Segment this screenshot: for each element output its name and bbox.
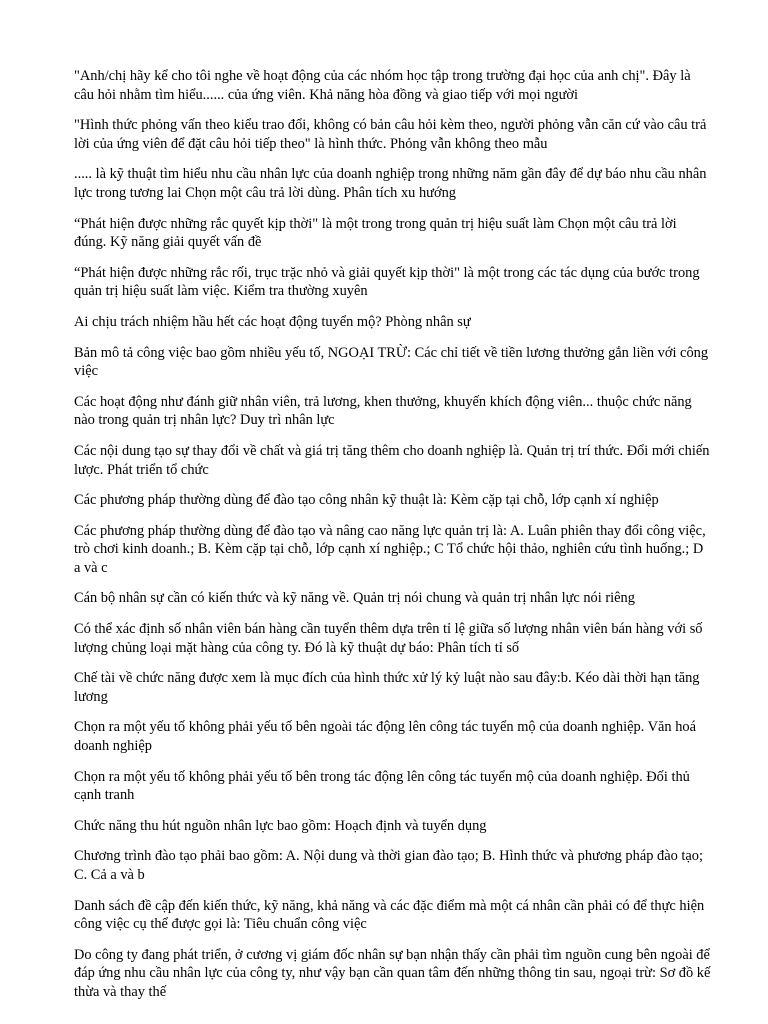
paragraph-3: ..... là kỹ thuật tìm hiểu nhu cầu nhân lực của doanh nghiệp trong những năm gần đây để dự báo nhu cầu nhân lực trong tương lai Chọn một câu trả lời dùng. Phân tích xu hướng: [74, 166, 707, 201]
paragraph-10: Các phương pháp thường dùng để đào tạo công nhân kỹ thuật là: Kèm cặp tại chỗ, lớp cạnh xí nghiệp: [74, 492, 659, 509]
paragraph-19: Danh sách đề cập đến kiến thức, kỹ năng, khả năng và các đặc điểm mà một cá nhân cần phải có để thực hiện công việc cụ thể được gọi là: Tiêu chuẩn công việc: [74, 897, 705, 933]
paragraph-4: “Phát hiện được những rắc quyết kịp thời" là một trong trong quản trị hiệu suất làm Chọn một câu trả lời đúng. Kỹ năng giải quyết vấn đề: [74, 215, 677, 251]
paragraph-12: Cán bộ nhân sự cần có kiến thức và kỹ năng về. Quản trị nói chung và quản trị nhân lực nói riêng: [74, 590, 635, 607]
paragraph-18: Chương trình đào tạo phải bao gồm: A. Nội dung và thời gian đào tạo; B. Hình thức và phương pháp đào tạo; C. Cả a và b: [74, 848, 703, 883]
paragraph-13: Có thể xác định số nhân viên bán hàng cần tuyển thêm dựa trên tỉ lệ giữa số lượng nhân viên bán hàng với số lượng chủng loại mặt hàng của công ty. Đó là kỹ thuật dự báo: Phân tích tỉ số: [74, 621, 703, 656]
paragraph-15: Chọn ra một yếu tố không phải yếu tố bên ngoài tác động lên công tác tuyển mộ của doanh nghiệp. Văn hoá doanh nghiệp: [74, 719, 696, 755]
paragraph-11: Các phương pháp thường dùng để đào tạo và nâng cao năng lực quản trị là: A. Luân phiên thay đổi công việc, trò chơi kinh doanh.; B. Kèm cặp tại chỗ, lớp cạnh xí nghiệp.; C Tổ chức hội thảo, nghiên cứu tình huống.; D a và c: [74, 522, 706, 576]
paragraph-6: Ai chịu trách nhiệm hầu hết các hoạt động tuyển mộ? Phòng nhân sự: [74, 313, 471, 330]
paragraph-2: "Hình thức phỏng vấn theo kiểu trao đổi, không có bản câu hỏi kèm theo, người phỏng vẫn căn cứ vào câu trả lời của ứng viên để đặt câu hỏi tiếp theo" là hình thức. Phỏng vẫn không theo mẫu: [74, 117, 707, 152]
paragraph-7: Bản mô tả công việc bao gồm nhiều yếu tố, NGOẠI TRỪ: Các chỉ tiết về tiền lương thưởng gắn liền với công việc: [74, 344, 709, 380]
paragraph-14: Chế tài về chức năng được xem là mục đích của hình thức xử lý kỷ luật nào sau đây:b. Kéo dài thời hạn tăng lương: [74, 670, 700, 705]
paragraph-1: "Anh/chị hãy kể cho tôi nghe về hoạt động của các nhóm học tập trong trường đại học của anh chị". Đây là câu hỏi nhằm tìm hiểu...... của ứng viên. Khả năng hòa đồng và giao tiếp với mọi người: [74, 68, 691, 103]
paragraph-16: Chọn ra một yếu tố không phải yếu tố bên trong tác động lên công tác tuyển mộ của doanh nghiệp. Đối thủ cạnh tranh: [74, 768, 690, 804]
paragraph-5: “Phát hiện được những rắc rối, trục trặc nhỏ và giải quyết kịp thời" là một trong các tác dụng của bước trong quản trị hiệu suất làm việc. Kiểm tra thường xuyên: [74, 264, 700, 300]
paragraph-17: Chức năng thu hút nguồn nhân lực bao gồm: Hoạch định và tuyển dụng: [74, 817, 487, 834]
paragraph-9: Các nội dung tạo sự thay đổi về chất và giá trị tăng thêm cho doanh nghiệp là. Quản trị trí thức. Đổi mới chiến lược. Phát triển tổ chức: [74, 442, 710, 478]
paragraph-8: Các hoạt động như đánh giữ nhân viên, trả lương, khen thưởng, khuyến khích động viên... thuộc chức năng nào trong quản trị nhân lực? Duy trì nhân lực: [74, 393, 692, 429]
paragraph-20: Do công ty đang phát triển, ở cương vị giám đốc nhân sự bạn nhận thấy cần phải tìm nguồn cung bên ngoài để đáp ứng nhu cầu nhân lực của công ty, như vậy bạn cần quan tâm đến những thông tin sau, ngoại trừ: Sơ đồ kế thừa và thay thế: [74, 946, 711, 1000]
